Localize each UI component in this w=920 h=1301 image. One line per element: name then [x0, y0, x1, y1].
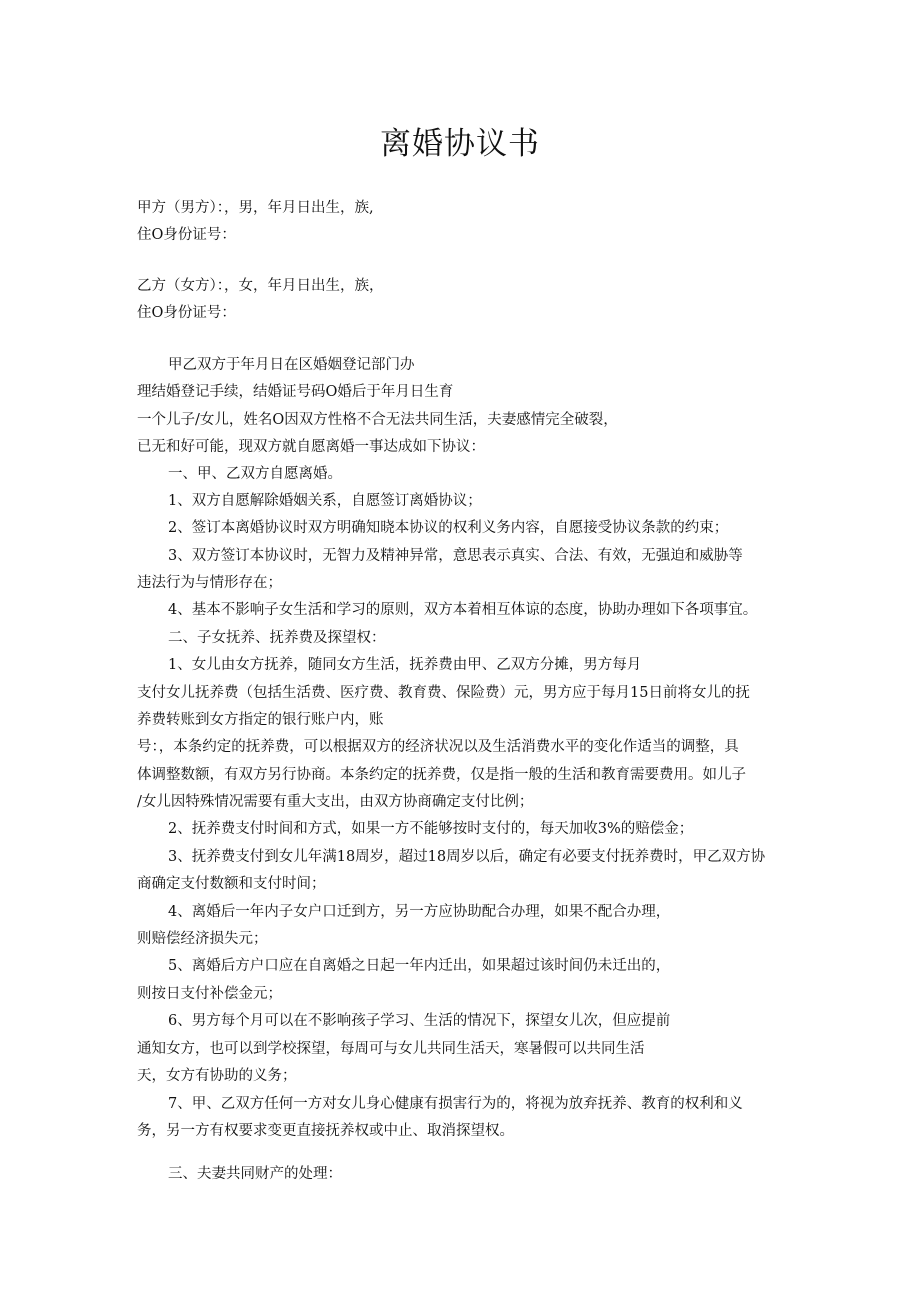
clause-line: 4、离婚后一年内子女户口迁到方，另一方应协助配合办理，如果不配合办理， [168, 904, 671, 920]
clause-line: /女儿因特殊情况需要有重大支出，由双方协商确定支付比例； [137, 794, 534, 810]
clause-line: 3、双方签订本协议时，无智力及精神异常，意思表示真实、合法、有效，无强迫和威胁等 [168, 548, 743, 564]
paragraph-line: 已无和好可能，现双方就自愿离婚一事达成如下协议： [137, 439, 485, 455]
party-b-id-line: 住O身份证号： [137, 305, 236, 321]
section-heading: 二、子女抚养、抚养费及探望权： [168, 630, 386, 646]
clause-line: 2、抚养费支付时间和方式，如果一方不能够按时支付的，每天加收3%的赔偿金； [168, 821, 694, 837]
clause-line: 商确定支付数额和支付时间； [137, 876, 326, 892]
paragraph-line: 一个儿子/女儿，姓名O因双方性格不合无法共同生活，夫妻感情完全破裂， [137, 412, 618, 428]
paragraph-line: 理结婚登记手续，结婚证号码O婚后于年月日生育 [137, 384, 454, 400]
clause-line: 5、离婚后方户口应在自离婚之日起一年内迁出，如果超过该时间仍未迁出的， [168, 958, 671, 974]
paragraph-line: 甲乙双方于年月日在区婚姻登记部门办 [168, 357, 415, 373]
clause-line: 支付女儿抚养费（包括生活费、医疗费、教育费、保险费）元，男方应于每月15日前将女儿的抚 [137, 685, 750, 701]
clause-line: 1、女儿由女方抚养，随同女方生活，抚养费由甲、乙双方分摊，男方每月 [168, 657, 642, 673]
clause-line: 号：，本条约定的抚养费，可以根据双方的经济状况以及生活消费水平的变化作适当的调整，具 [137, 739, 739, 755]
party-a-id-line: 住O身份证号： [137, 227, 236, 243]
clause-line: 则赔偿经济损失元； [137, 931, 268, 947]
clause-line: 体调整数额，有双方另行协商。本条约定的抚养费，仅是指一般的生活和教育需要费用。如儿子 [137, 767, 746, 783]
clause-line: 1、双方自愿解除婚姻关系，自愿签订离婚协议； [168, 493, 482, 509]
clause-line: 通知女方，也可以到学校探望，每周可与女儿共同生活天，寒暑假可以共同生活 [137, 1041, 645, 1057]
section-heading: 三、夫妻共同财产的处理： [168, 1166, 342, 1182]
clause-line: 7、甲、乙双方任何一方对女儿身心健康有损害行为的，将视为放弃抚养、教育的权利和义 [168, 1096, 743, 1112]
clause-line: 3、抚养费支付到女儿年满18周岁，超过18周岁以后，确定有必要支付抚养费时，甲乙双方协 [168, 849, 766, 865]
clause-line: 6、男方每个月可以在不影响孩子学习、生活的情况下，探望女儿次，但应提前 [168, 1013, 671, 1029]
clause-line: 2、签订本离婚协议时双方明确知晓本协议的权利义务内容，自愿接受协议条款的约束； [168, 520, 729, 536]
clause-line: 则按日支付补偿金元； [137, 986, 282, 1002]
clause-line: 4、基本不影响子女生活和学习的原则，双方本着相互体谅的态度，协助办理如下各项事宜。 [168, 602, 758, 618]
clause-line: 违法行为与情形存在； [137, 575, 282, 591]
clause-line: 天，女方有协助的义务； [137, 1068, 297, 1084]
party-a-line: 甲方（男方）：，男，年月日出生，族, [137, 200, 374, 216]
document-title: 离婚协议书 [380, 126, 540, 162]
clause-line: 养费转账到女方指定的银行账户内，账 [137, 712, 384, 728]
clause-line: 务，另一方有权要求变更直接抚养权或中止、取消探望权。 [137, 1123, 514, 1139]
section-heading: 一、甲、乙双方自愿离婚。 [168, 466, 342, 482]
party-b-line: 乙方（女方）：，女，年月日出生，族， [137, 278, 384, 294]
